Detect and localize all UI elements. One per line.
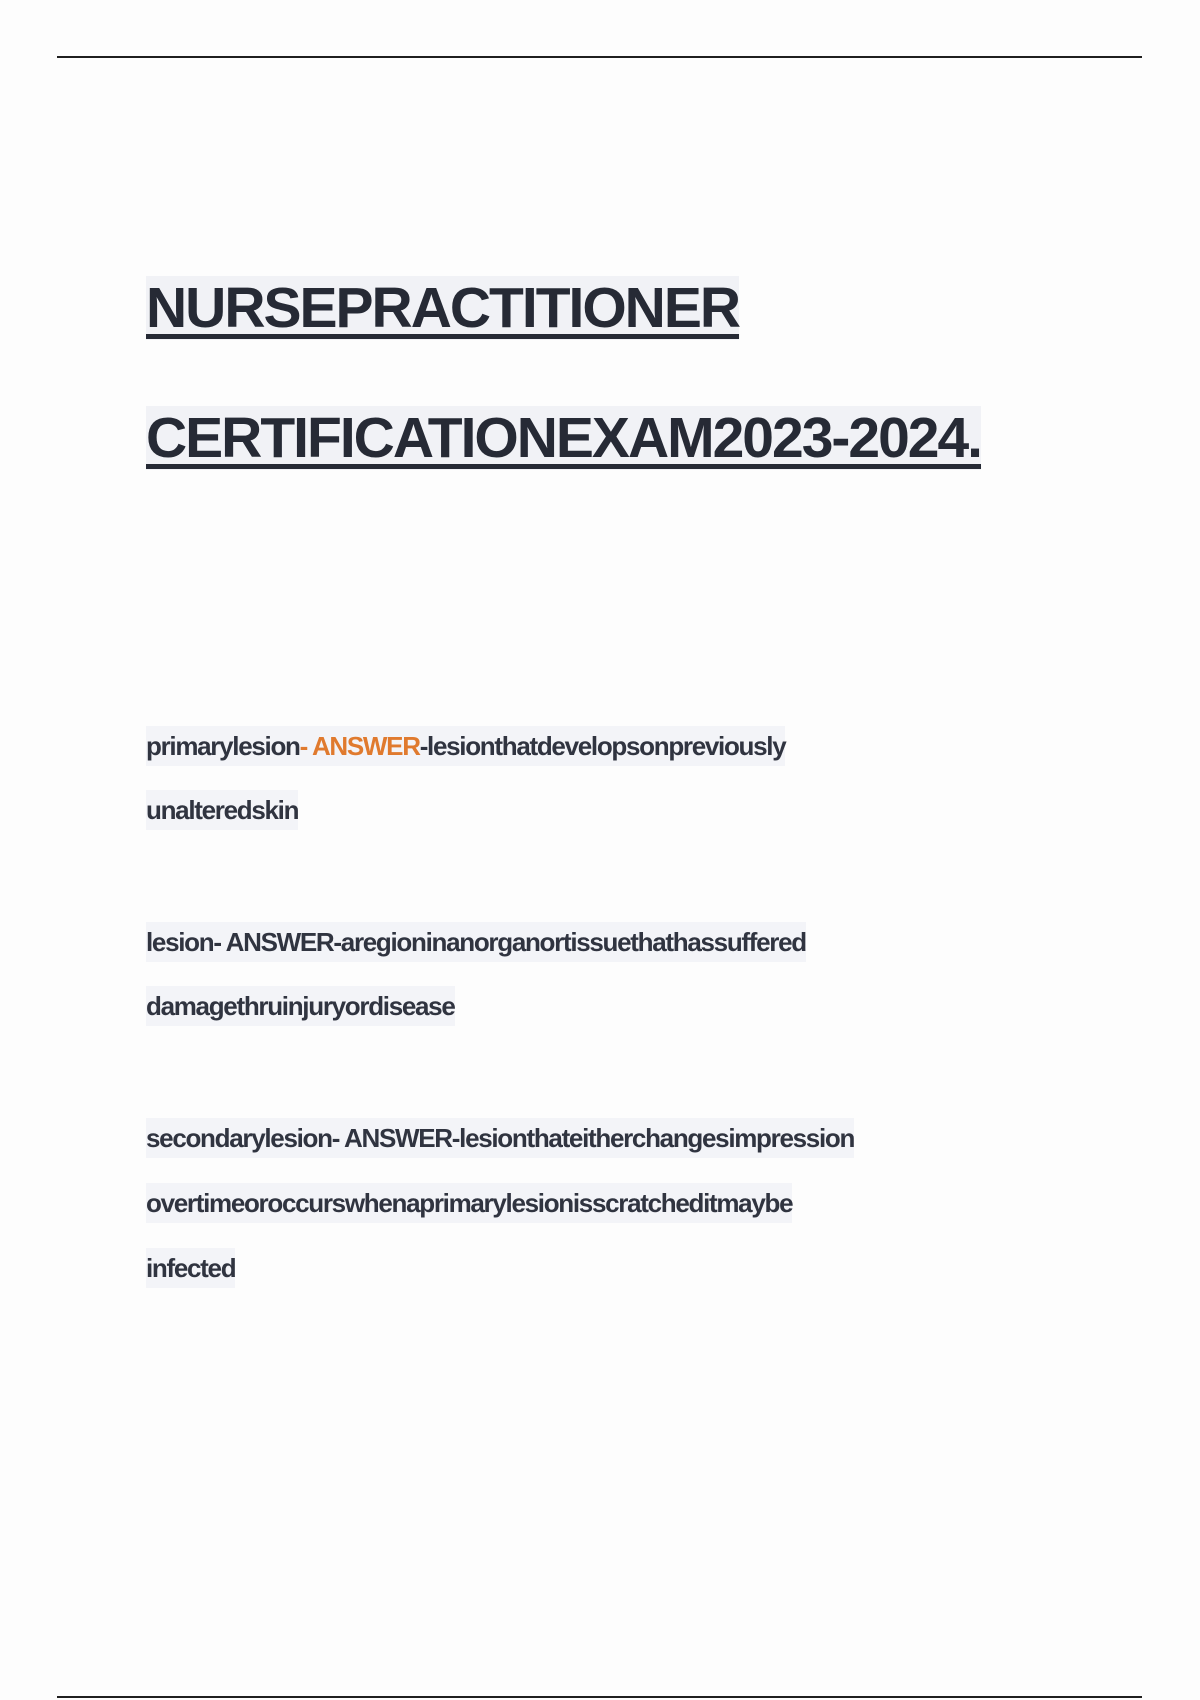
entry-definition-continuation: damagethruinjuryordisease	[146, 986, 455, 1026]
entry-term: secondarylesion	[146, 1123, 332, 1153]
entry-definition: -lesionthatdevelopsonpreviously	[419, 731, 786, 761]
entry-definition-continuation: infected	[146, 1248, 235, 1288]
entry-secondary-lesion-line-1	[146, 1118, 854, 1158]
entry-term: lesion	[146, 927, 214, 957]
entry-definition: -lesionthateitherchangesimpression	[451, 1123, 855, 1153]
answer-marker: - ANSWER	[213, 927, 334, 957]
entry-definition: -aregioninanorganortissuethathassuffered	[333, 927, 806, 957]
entry-term: primarylesion	[146, 731, 300, 761]
bottom-rule	[57, 1696, 1142, 1698]
title-line-2: CERTIFICATIONEXAM2023-2024.	[146, 406, 982, 470]
entry-definition-continuation: overtimeoroccurswhenaprimarylesionisscratcheditmaybe	[146, 1183, 792, 1223]
top-rule	[57, 56, 1142, 58]
entry-definition-continuation: unalteredskin	[146, 790, 298, 830]
entry-lesion-line-1	[146, 922, 806, 962]
title-line-1: NURSEPRACTITIONER	[146, 276, 740, 340]
answer-marker: - ANSWER	[299, 731, 420, 761]
answer-marker: - ANSWER	[331, 1123, 452, 1153]
entry-primary-lesion-line-1	[146, 726, 785, 766]
